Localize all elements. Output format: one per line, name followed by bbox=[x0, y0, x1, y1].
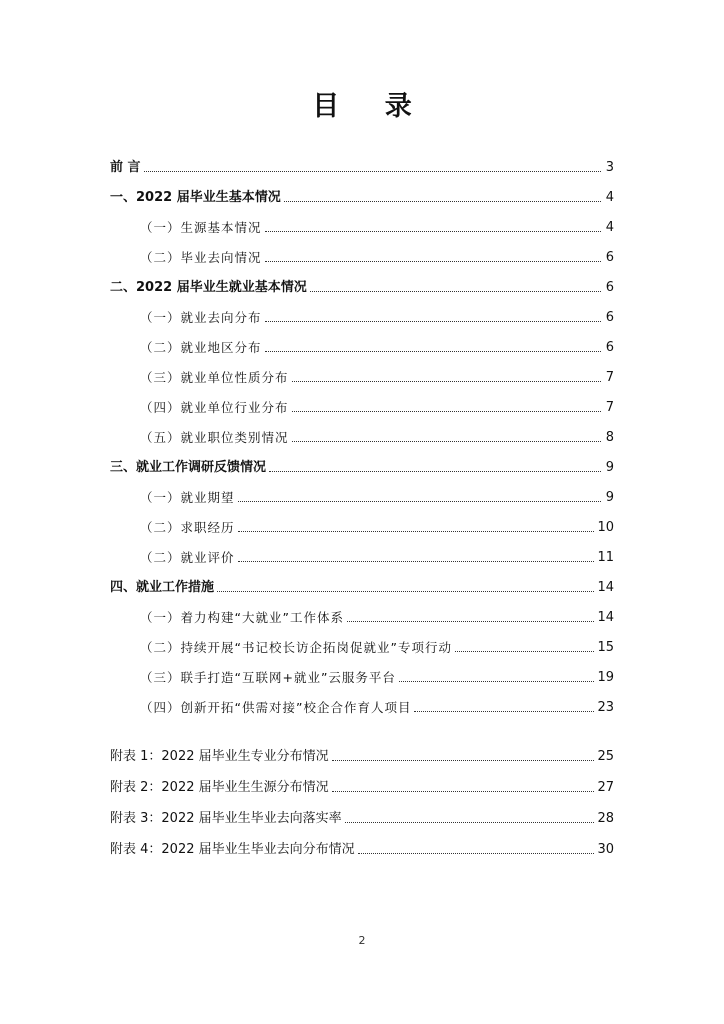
dot-leader bbox=[347, 620, 595, 622]
toc-entry-label: 附表 2：2022 届毕业生生源分布情况 bbox=[110, 780, 329, 795]
toc-entry-page: 11 bbox=[597, 550, 614, 565]
toc-entry-section-3[interactable] bbox=[110, 454, 614, 476]
toc-entry-appendix-1[interactable] bbox=[110, 743, 614, 765]
dot-leader bbox=[265, 230, 601, 232]
toc-entry-page: 14 bbox=[597, 580, 614, 595]
dot-leader bbox=[345, 821, 595, 823]
dot-leader bbox=[265, 260, 601, 262]
dot-leader bbox=[292, 410, 601, 412]
toc-entry-section-4[interactable] bbox=[110, 574, 614, 596]
toc-entry-page: 9 bbox=[605, 460, 614, 475]
toc-entry-page: 4 bbox=[605, 190, 614, 205]
toc-entry-label: 附表 4：2022 届毕业生毕业去向分布情况 bbox=[110, 842, 355, 857]
toc-entry-appendix-4[interactable] bbox=[110, 836, 614, 858]
toc-entry-label: 三、就业工作调研反馈情况 bbox=[110, 460, 267, 475]
toc-entry-section-3-3[interactable] bbox=[140, 544, 614, 566]
toc-entry-page: 6 bbox=[605, 310, 614, 325]
dot-leader bbox=[358, 852, 595, 854]
toc-entry-page: 28 bbox=[597, 811, 614, 826]
dot-leader bbox=[414, 710, 594, 712]
toc-entry-appendix-2[interactable] bbox=[110, 774, 614, 796]
toc-entry-label: 一、2022 届毕业生基本情况 bbox=[110, 190, 281, 205]
toc-entry-label: （三）联手打造“互联网+就业”云服务平台 bbox=[140, 670, 396, 685]
toc-entry-page: 10 bbox=[597, 520, 614, 535]
toc-entry-page: 15 bbox=[597, 640, 614, 655]
toc-entry-appendix-3[interactable] bbox=[110, 805, 614, 827]
dot-leader bbox=[284, 200, 601, 202]
dot-leader bbox=[265, 350, 601, 352]
toc-entry-page: 27 bbox=[597, 780, 614, 795]
toc-entry-page: 7 bbox=[605, 370, 614, 385]
dot-leader bbox=[399, 680, 595, 682]
toc-entry-label: （四）创新开拓“供需对接”校企合作育人项目 bbox=[140, 700, 412, 715]
dot-leader bbox=[332, 790, 595, 792]
toc-entry-page: 6 bbox=[605, 250, 614, 265]
dot-leader bbox=[269, 470, 601, 472]
toc-entry-label: （二）求职经历 bbox=[140, 520, 235, 535]
toc-entry-section-2[interactable] bbox=[110, 274, 614, 296]
dot-leader bbox=[455, 650, 595, 652]
toc-entry-page: 14 bbox=[597, 610, 614, 625]
toc-entry-section-1-1[interactable] bbox=[140, 214, 614, 236]
dot-leader bbox=[265, 320, 601, 322]
toc-entry-section-4-4[interactable] bbox=[140, 694, 614, 716]
toc-entry-section-2-5[interactable] bbox=[140, 424, 614, 446]
toc-entry-page: 30 bbox=[597, 842, 614, 857]
toc-entry-label: （二）毕业去向情况 bbox=[140, 250, 262, 265]
dot-leader bbox=[238, 560, 595, 562]
toc-entry-section-4-2[interactable] bbox=[140, 634, 614, 656]
dot-leader bbox=[332, 759, 595, 761]
toc-entry-label: （一）就业去向分布 bbox=[140, 310, 262, 325]
toc-entry-label: 前 言 bbox=[110, 160, 141, 175]
toc-entry-section-2-4[interactable] bbox=[140, 394, 614, 416]
toc-entry-page: 19 bbox=[597, 670, 614, 685]
toc-entry-preface[interactable] bbox=[110, 154, 614, 176]
toc-entry-section-4-1[interactable] bbox=[140, 604, 614, 626]
toc-entry-label: （二）就业地区分布 bbox=[140, 340, 262, 355]
toc-entry-section-1-2[interactable] bbox=[140, 244, 614, 266]
toc-entry-label: （四）就业单位行业分布 bbox=[140, 400, 289, 415]
toc-entry-page: 9 bbox=[605, 490, 614, 505]
toc-entry-label: 二、2022 届毕业生就业基本情况 bbox=[110, 280, 307, 295]
toc-entry-label: 附表 3：2022 届毕业生毕业去向落实率 bbox=[110, 811, 342, 826]
dot-leader bbox=[238, 500, 601, 502]
dot-leader bbox=[292, 380, 601, 382]
page-number: 2 bbox=[358, 934, 366, 947]
toc-entry-section-2-2[interactable] bbox=[140, 334, 614, 356]
dot-leader bbox=[217, 590, 594, 592]
toc-entry-section-3-2[interactable] bbox=[140, 514, 614, 536]
toc-entry-page: 25 bbox=[597, 749, 614, 764]
toc-entry-page: 6 bbox=[605, 280, 614, 295]
toc-entry-label: （一）就业期望 bbox=[140, 490, 235, 505]
toc-entry-page: 6 bbox=[605, 340, 614, 355]
toc-entry-label: （一）着力构建“大就业”工作体系 bbox=[140, 610, 344, 625]
toc-entry-section-4-3[interactable] bbox=[140, 664, 614, 686]
dot-leader bbox=[238, 530, 595, 532]
toc-entry-label: （五）就业职位类别情况 bbox=[140, 430, 289, 445]
toc-entry-label: （二）就业评价 bbox=[140, 550, 235, 565]
toc-entry-label: （一）生源基本情况 bbox=[140, 220, 262, 235]
toc-title: 目 录 bbox=[312, 91, 430, 122]
toc-entry-page: 7 bbox=[605, 400, 614, 415]
dot-leader bbox=[292, 440, 601, 442]
toc-entry-section-2-1[interactable] bbox=[140, 304, 614, 326]
toc-entry-page: 3 bbox=[605, 160, 614, 175]
toc-entry-label: 附表 1：2022 届毕业生专业分布情况 bbox=[110, 749, 329, 764]
toc-entry-label: 四、就业工作措施 bbox=[110, 580, 215, 595]
toc-entry-page: 4 bbox=[605, 220, 614, 235]
toc-entry-label: （三）就业单位性质分布 bbox=[140, 370, 289, 385]
toc-entry-section-1[interactable] bbox=[110, 184, 614, 206]
toc-entry-label: （二）持续开展“书记校长访企拓岗促就业”专项行动 bbox=[140, 640, 452, 655]
toc-entry-page: 23 bbox=[597, 700, 614, 715]
dot-leader bbox=[144, 170, 601, 172]
toc-entry-section-2-3[interactable] bbox=[140, 364, 614, 386]
dot-leader bbox=[310, 290, 601, 292]
toc-entry-section-3-1[interactable] bbox=[140, 484, 614, 506]
toc-entry-page: 8 bbox=[605, 430, 614, 445]
